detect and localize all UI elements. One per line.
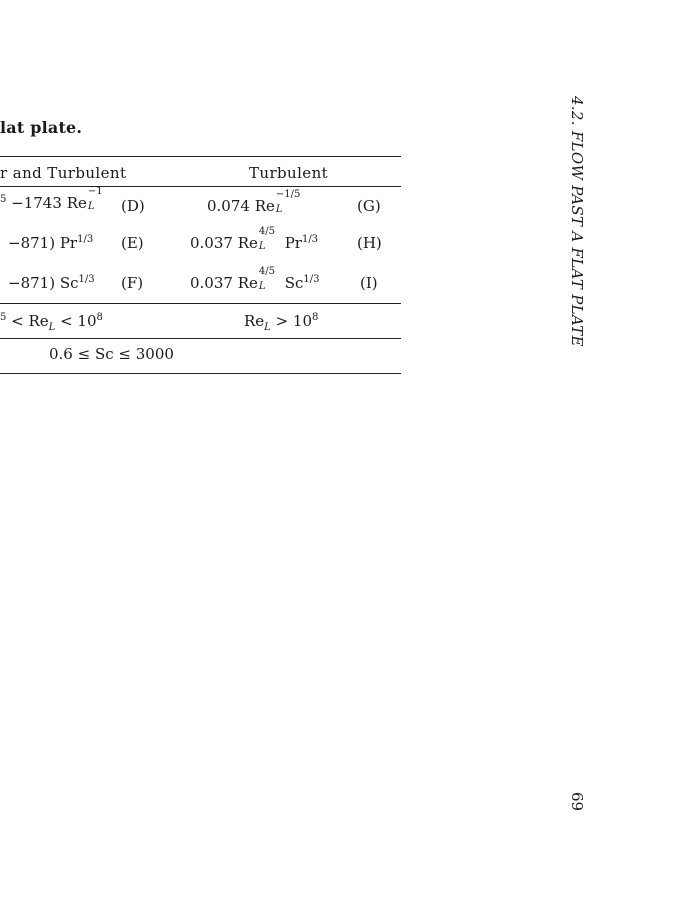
tag-h: (H) bbox=[357, 234, 382, 252]
row-e-lead: −871) bbox=[8, 234, 56, 252]
range-turb-text: Re bbox=[244, 312, 265, 330]
header-turbulent: Turbulent bbox=[249, 164, 329, 182]
range-mixed-sup: 8 bbox=[96, 312, 103, 323]
row-i-sub: L bbox=[258, 281, 266, 292]
row-d-sub: L bbox=[87, 201, 95, 212]
row-g-base: Re bbox=[254, 197, 275, 215]
row-f-sup: 1/3 bbox=[78, 274, 95, 285]
running-head: 4.2. FLOW PAST A FLAT PLATE bbox=[568, 96, 586, 347]
page-number: 69 bbox=[568, 792, 586, 812]
row-d-lead-sup: 5 bbox=[0, 194, 7, 205]
range-mixed-text: < Re bbox=[6, 312, 49, 330]
row-h-sup: 4/5 bbox=[258, 226, 275, 237]
table-bottom-rule bbox=[0, 373, 401, 374]
range-turb-sup: 8 bbox=[312, 312, 319, 323]
table-caption: lat plate. bbox=[0, 118, 83, 137]
range-mixed-tail: < 10 bbox=[55, 312, 97, 330]
row-f-lead: −871) bbox=[8, 274, 56, 292]
range-mixed-sub: L bbox=[48, 322, 56, 333]
tag-e: (E) bbox=[121, 234, 144, 252]
row-g-coef: 0.074 bbox=[207, 197, 250, 215]
row-i-tail-sup: 1/3 bbox=[303, 274, 320, 285]
range-turb-sub: L bbox=[264, 322, 271, 333]
row-d-coef: −1743 bbox=[11, 194, 62, 212]
row-i-coef: 0.037 bbox=[190, 274, 233, 292]
row-h-tail-sup: 1/3 bbox=[301, 234, 319, 245]
row-h-base: Re bbox=[237, 234, 258, 252]
tag-g: (G) bbox=[357, 197, 381, 215]
header-mixed: r and Turbulent bbox=[0, 164, 127, 182]
row-e-base: Pr bbox=[59, 234, 78, 252]
range-turb-tail: > 10 bbox=[270, 312, 313, 330]
sc-range-text: 0.6 ≤ Sc ≤ 3000 bbox=[49, 345, 174, 363]
row-e-sup: 1/3 bbox=[77, 234, 94, 245]
table-top-rule bbox=[0, 156, 401, 157]
table-range-rule bbox=[0, 303, 401, 304]
table-header-rule bbox=[0, 186, 401, 187]
row-f-base: Sc bbox=[59, 274, 79, 292]
row-h-sub: L bbox=[258, 241, 266, 252]
row-d-base: Re bbox=[66, 194, 87, 212]
table-sc-rule bbox=[0, 338, 401, 339]
row-h-tail-base: Pr bbox=[284, 234, 302, 252]
row-i-tail-base: Sc bbox=[284, 274, 304, 292]
range-mixed-lead: 5 bbox=[0, 312, 7, 323]
row-g-sub: L bbox=[275, 204, 283, 215]
row-i-sup: 4/5 bbox=[258, 266, 275, 277]
row-h-coef: 0.037 bbox=[190, 234, 233, 252]
row-g-sup: −1/5 bbox=[275, 189, 301, 200]
row-i-base: Re bbox=[237, 274, 258, 292]
tag-i: (I) bbox=[360, 274, 378, 292]
tag-f: (F) bbox=[121, 274, 144, 292]
tag-d: (D) bbox=[121, 197, 145, 215]
row-d-sup: −1 bbox=[87, 186, 103, 197]
